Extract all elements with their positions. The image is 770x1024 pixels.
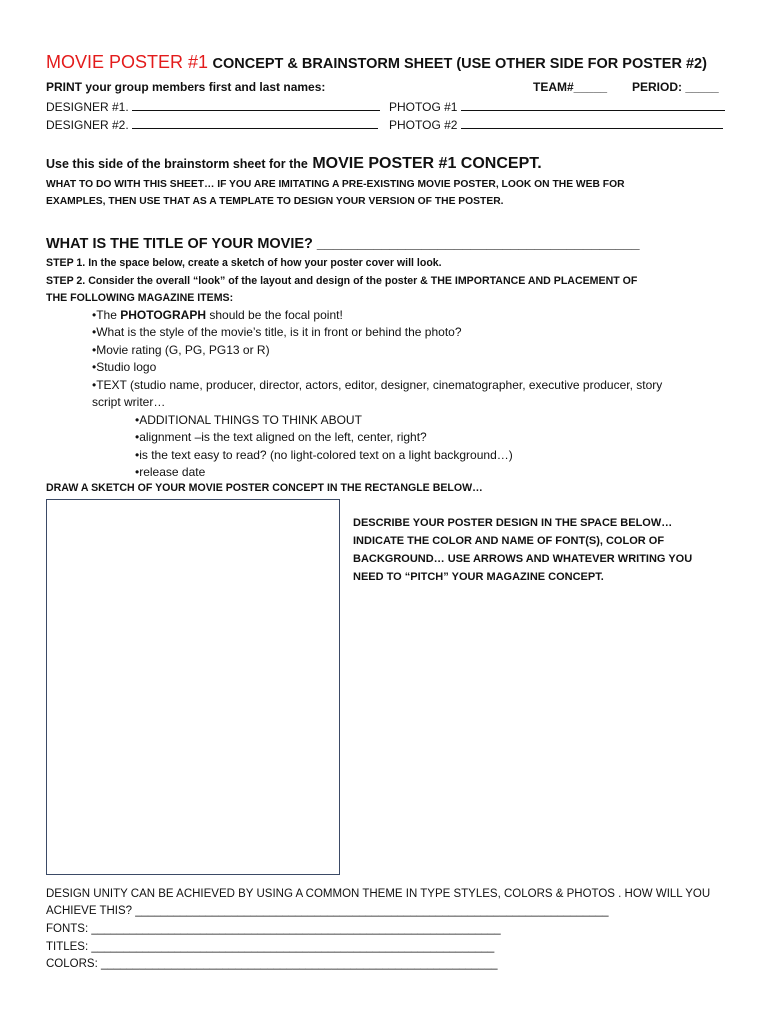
title-rest: CONCEPT & BRAINSTORM SHEET (USE OTHER SIDE FOR POSTER #2) xyxy=(212,56,707,72)
photog1-line xyxy=(461,98,725,111)
item-rating: •Movie rating (G, PG, PG13 or R) xyxy=(92,343,270,357)
photog2-label: PHOTOG #2 xyxy=(389,118,458,132)
item-text-line1: •TEXT (studio name, producer, director, actors, editor, designer, cinematographer, executive producer, story xyxy=(92,378,663,392)
item-studio-logo: •Studio logo xyxy=(92,360,157,374)
designer1-label: DESIGNER #1. xyxy=(46,100,129,114)
item-photograph-bold: PHOTOGRAPH xyxy=(120,308,207,322)
item-title-style: •What is the style of the movie’s title, is it in front or behind the photo? xyxy=(92,325,462,339)
photog2-line xyxy=(461,116,723,129)
photog1-label: PHOTOG #1 xyxy=(389,100,458,114)
what-to-do-line1: WHAT TO DO WITH THIS SHEET… IF YOU ARE IMITATING A PRE-EXISTING MOVIE POSTER, LOOK ON THE WEB FOR xyxy=(46,179,625,190)
unity-line1: DESIGN UNITY CAN BE ACHIEVED BY USING A COMMON THEME IN TYPE STYLES, COLORS & PHOTOS . HOW WILL YOU xyxy=(46,888,711,900)
colors-field: COLORS: ______________________________________________________________ xyxy=(46,958,498,970)
designer2-label: DESIGNER #2. xyxy=(46,118,129,132)
step2-line2: THE FOLLOWING MAGAZINE ITEMS: xyxy=(46,292,234,304)
period-field: PERIOD: _____ xyxy=(632,80,719,94)
intro-emph: MOVIE POSTER #1 CONCEPT. xyxy=(312,155,542,172)
step2-line1: STEP 2. Consider the overall “look” of the layout and design of the poster & THE IMPORTANCE AND PLACEMENT OF xyxy=(46,275,638,287)
designer1-line xyxy=(132,98,380,111)
item-photograph-pre: •The xyxy=(92,308,121,322)
item-photograph-post: should be the focal point! xyxy=(206,308,343,322)
names-prompt: PRINT your group members first and last names: xyxy=(46,80,326,94)
item-photograph xyxy=(92,307,343,324)
designer1-row xyxy=(46,98,380,114)
fonts-field: FONTS: ________________________________________________________________ xyxy=(46,923,501,935)
intro-line xyxy=(46,155,542,173)
describe-line3: BACKGROUND… USE ARROWS AND WHATEVER WRITING YOU xyxy=(353,553,693,565)
team-field: TEAM#_____ xyxy=(533,80,608,94)
movie-title-question: WHAT IS THE TITLE OF YOUR MOVIE? ________________________________________ xyxy=(46,236,640,252)
describe-line4: NEED TO “PITCH” YOUR MAGAZINE CONCEPT. xyxy=(353,571,604,583)
draw-instruction: DRAW A SKETCH OF YOUR MOVIE POSTER CONCEPT IN THE RECTANGLE BELOW… xyxy=(46,482,483,494)
sub-additional: •ADDITIONAL THINGS TO THINK ABOUT xyxy=(135,413,362,427)
page-title xyxy=(46,52,726,73)
unity-line2: ACHIEVE THIS? __________________________________________________________________________ xyxy=(46,905,609,917)
sub-easy-to-read: •is the text easy to read? (no light-colored text on a light background…) xyxy=(135,448,513,462)
designer2-line xyxy=(132,116,378,129)
sketch-rectangle[interactable] xyxy=(46,499,340,875)
describe-line1: DESCRIBE YOUR POSTER DESIGN IN THE SPACE BELOW… xyxy=(353,517,673,529)
sub-release-date: •release date xyxy=(135,465,206,479)
step1: STEP 1. In the space below, create a sketch of how your poster cover will look. xyxy=(46,257,442,269)
sub-alignment: •alignment –is the text aligned on the left, center, right? xyxy=(135,430,427,444)
describe-instructions xyxy=(353,514,723,586)
photog1-row xyxy=(389,98,725,114)
describe-line2: INDICATE THE COLOR AND NAME OF FONT(S), COLOR OF xyxy=(353,535,665,547)
intro-lead: Use this side of the brainstorm sheet for the xyxy=(46,157,308,171)
titles-field: TITLES: _______________________________________________________________ xyxy=(46,941,495,953)
what-to-do-line2: EXAMPLES, THEN USE THAT AS A TEMPLATE TO DESIGN YOUR VERSION OF THE POSTER. xyxy=(46,196,504,207)
photog2-row xyxy=(389,116,723,132)
designer2-row xyxy=(46,116,378,132)
item-text-line2: script writer… xyxy=(92,395,166,409)
title-poster-number: MOVIE POSTER #1 xyxy=(46,52,209,72)
